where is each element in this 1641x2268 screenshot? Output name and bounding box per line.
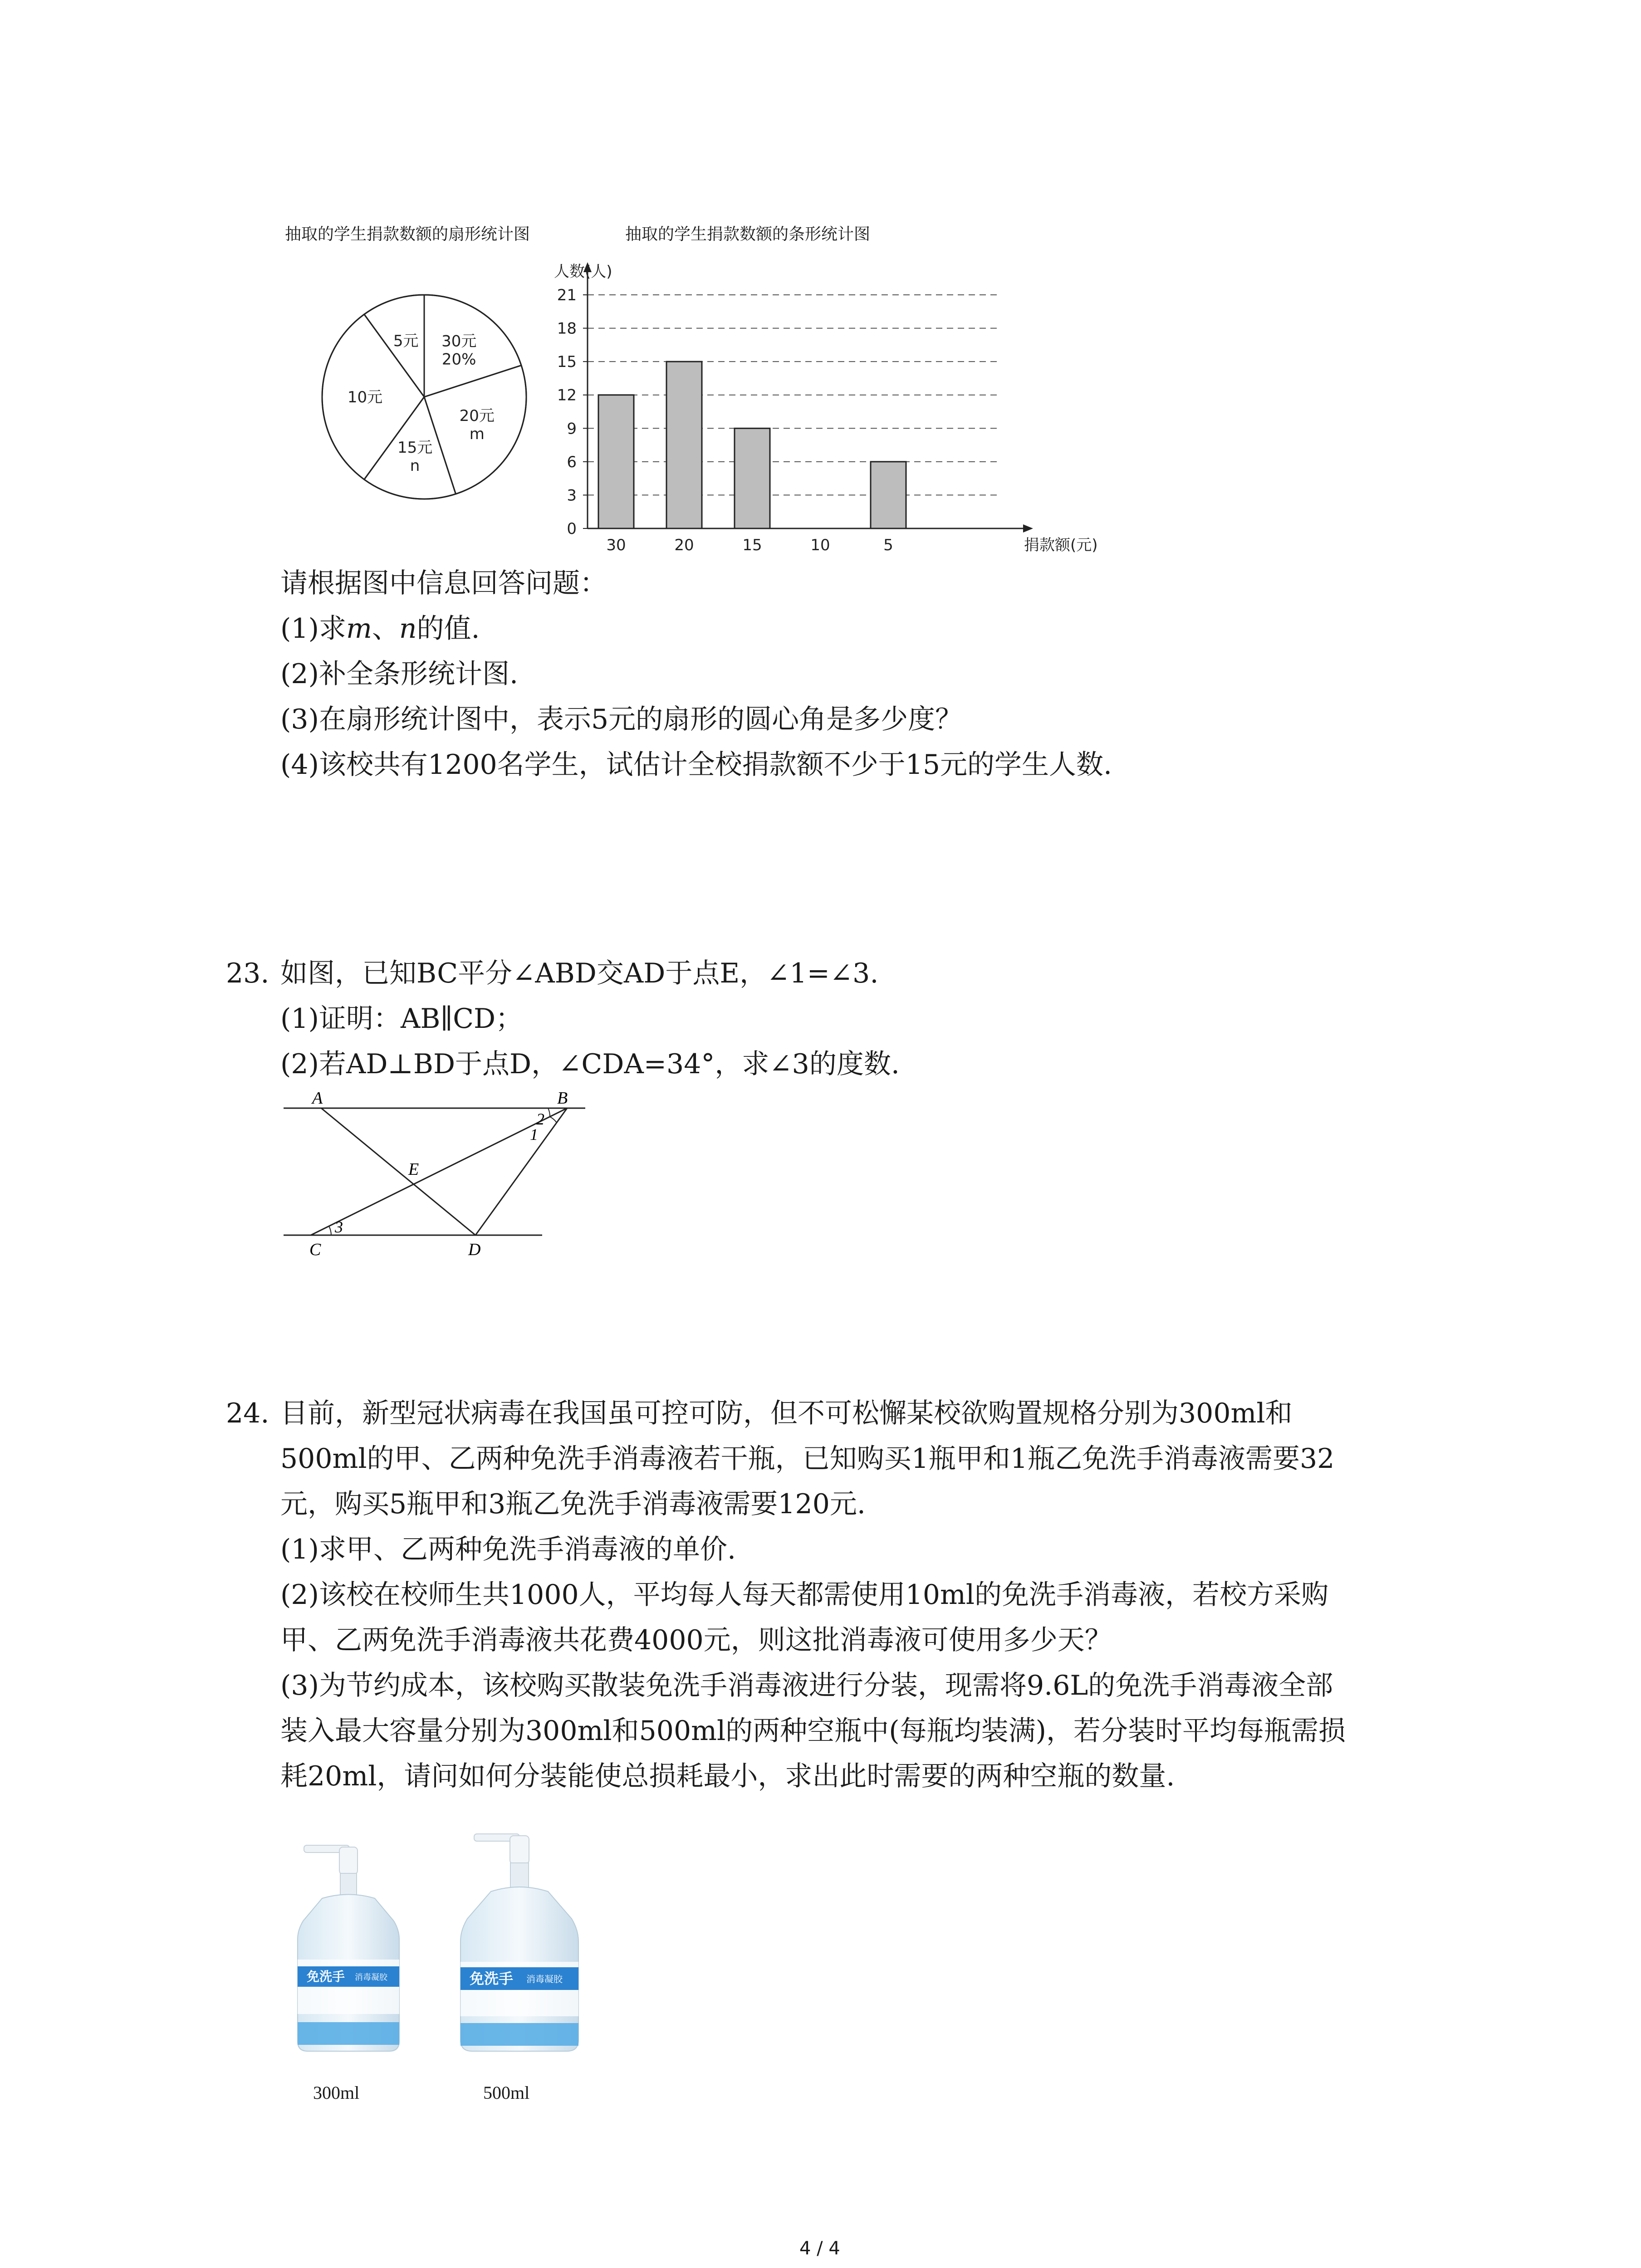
x-tick-label: 20 bbox=[674, 536, 694, 554]
q23-number: 23. bbox=[226, 958, 269, 989]
x-tick-label: 15 bbox=[742, 536, 762, 554]
q22-part3: (3)在扇形统计图中，表示5元的扇形的圆心角是多少度？ bbox=[280, 704, 963, 735]
q23-line2: (1)证明：AB∥CD； bbox=[280, 1003, 523, 1035]
label-d: D bbox=[468, 1240, 481, 1259]
bottle-sub-text: 消毒凝胶 bbox=[355, 1973, 387, 1982]
pie-chart-title: 抽取的学生捐款数额的扇形统计图 bbox=[285, 225, 530, 244]
angle-2-arc bbox=[548, 1108, 550, 1117]
angle-3-arc bbox=[329, 1226, 331, 1235]
segment-bc bbox=[311, 1108, 567, 1235]
x-tick-label: 10 bbox=[810, 536, 830, 554]
pie-slice-label: 20元 bbox=[459, 407, 495, 425]
q23-line3: (2)若AD⊥BD于点D，∠CDA=34°，求∠3的度数. bbox=[280, 1048, 900, 1080]
pie-chart bbox=[318, 290, 531, 503]
bottle-300ml-image bbox=[286, 1842, 431, 2073]
pie-slice-label: 10元 bbox=[347, 388, 383, 406]
pie-slice-value-label: m bbox=[469, 425, 485, 444]
x-axis-arrow bbox=[1023, 524, 1033, 533]
bottle-500ml-caption: 500ml bbox=[483, 2082, 530, 2103]
pump-head bbox=[510, 1836, 529, 1864]
bottle-300ml-caption: 300ml bbox=[313, 2082, 360, 2103]
y-tick-label: 3 bbox=[567, 486, 577, 505]
bottle-bottom-band bbox=[460, 2023, 578, 2046]
bottle-500ml-image bbox=[449, 1830, 594, 2073]
pie-slice-label: 5元 bbox=[393, 332, 419, 350]
bottle-sub-text: 消毒凝胶 bbox=[526, 1974, 563, 1984]
bar-chart-title: 抽取的学生捐款数额的条形统计图 bbox=[625, 225, 871, 244]
q24-part3-line1: (3)为节约成本，该校购买散装免洗手消毒液进行分装，现需将9.6L的免洗手消毒液全部 bbox=[280, 1670, 1333, 1701]
bottle-cap bbox=[510, 1863, 529, 1889]
q24-part2-line1: (2)该校在校师生共1000人，平均每人每天都需使用10ml的免洗手消毒液，若校方采购 bbox=[280, 1579, 1329, 1611]
angle-1-arc bbox=[550, 1117, 557, 1123]
bottle-cap bbox=[340, 1873, 357, 1896]
label-e: E bbox=[408, 1160, 419, 1179]
q22-part1: (1)求m、n的值. bbox=[280, 613, 480, 645]
q23-line1: 如图，已知BC平分∠ABD交AD于点E，∠1=∠3. bbox=[280, 958, 879, 989]
segment-ad bbox=[321, 1108, 475, 1235]
y-tick-label: 12 bbox=[557, 386, 577, 405]
bar bbox=[735, 428, 770, 528]
label-b: B bbox=[557, 1089, 568, 1108]
pie-slice-value-label: n bbox=[410, 456, 420, 475]
q22-part2: (2)补全条形统计图. bbox=[280, 658, 519, 690]
q22-intro: 请根据图中信息回答问题： bbox=[280, 567, 607, 599]
pie-slice-value-label: 20% bbox=[441, 350, 476, 369]
q22-part4: (4)该校共有1200名学生，试估计全校捐款额不少于15元的学生人数. bbox=[280, 749, 1112, 781]
bar bbox=[871, 462, 906, 528]
q24-part2-line2: 甲、乙两免洗手消毒液共花费4000元，则这批消毒液可使用多少天？ bbox=[280, 1624, 1112, 1656]
q24-line3: 元，购买5瓶甲和3瓶乙免洗手消毒液需要120元. bbox=[280, 1488, 866, 1520]
label-c: C bbox=[309, 1240, 321, 1259]
q23-geometry-figure bbox=[272, 1091, 599, 1263]
pie-slice-label: 30元 bbox=[441, 332, 477, 351]
bottle-brand-text: 免洗手 bbox=[307, 1969, 345, 1984]
q24-number: 24. bbox=[226, 1398, 269, 1429]
q24-line1: 目前，新型冠状病毒在我国虽可控可防，但不可松懈某校欲购置规格分别为300ml和 bbox=[280, 1398, 1293, 1429]
q24-part3-line3: 耗20ml，请问如何分装能使总损耗最小，求出此时需要的两种空瓶的数量. bbox=[280, 1760, 1175, 1792]
pump-head bbox=[339, 1847, 358, 1874]
pie-slice-label: 15元 bbox=[397, 438, 433, 457]
q24-part3-line2: 装入最大容量分别为300ml和500ml的两种空瓶中(每瓶均装满)，若分装时平均每瓶需损 bbox=[280, 1715, 1346, 1747]
segment-bd bbox=[475, 1108, 567, 1235]
label-angle-3: 3 bbox=[335, 1218, 343, 1236]
bar bbox=[598, 395, 634, 528]
q24-line2: 500ml的甲、乙两种免洗手消毒液若干瓶，已知购买1瓶甲和1瓶乙免洗手消毒液需要32 bbox=[280, 1443, 1335, 1475]
x-tick-label: 30 bbox=[606, 536, 626, 554]
label-angle-1: 1 bbox=[530, 1125, 538, 1144]
bar-chart bbox=[551, 254, 1098, 567]
bottle-brand-text: 免洗手 bbox=[470, 1970, 514, 1987]
y-tick-label: 21 bbox=[557, 286, 577, 304]
label-angle-2: 2 bbox=[536, 1110, 544, 1128]
x-tick-label: 5 bbox=[883, 536, 893, 554]
bar bbox=[666, 362, 702, 528]
page-number: 4 / 4 bbox=[799, 2238, 840, 2259]
x-axis-title: 捐款额(元) bbox=[1024, 536, 1098, 554]
y-tick-label: 18 bbox=[557, 319, 577, 338]
bottle-bottom-band bbox=[298, 2022, 399, 2045]
y-tick-label: 6 bbox=[567, 453, 577, 471]
label-a: A bbox=[312, 1089, 323, 1108]
y-tick-label: 0 bbox=[567, 520, 577, 538]
y-axis-title: 人数(人) bbox=[554, 263, 612, 281]
y-tick-label: 15 bbox=[557, 353, 577, 371]
q24-part1: (1)求甲、乙两种免洗手消毒液的单价. bbox=[280, 1534, 736, 1565]
y-tick-label: 9 bbox=[567, 420, 577, 438]
